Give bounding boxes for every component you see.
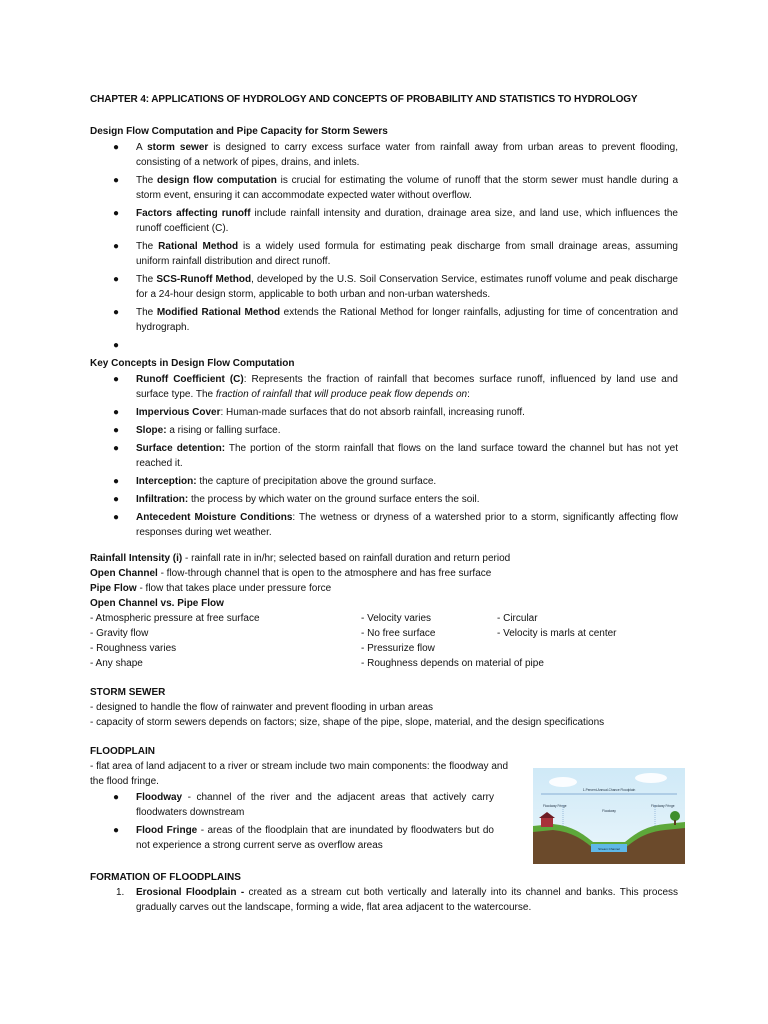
- formation-heading: FORMATION OF FLOODPLAINS: [90, 872, 241, 883]
- comparison-cell: - No free surface: [361, 628, 436, 639]
- bullet-icon: ●: [113, 494, 120, 505]
- list-item: ● Factors affecting runoff include rainfall intensity and duration, drainage area size, and land use, which influences the runoff coefficient (C).: [113, 208, 678, 234]
- house-icon: [541, 818, 553, 827]
- section-heading-design-flow: Design Flow Computation and Pipe Capacity for Storm Sewers: [90, 126, 388, 137]
- floodplain-intro: - flat area of land adjacent to a river or stream include two main components: the floodway and the flood fringe.: [90, 761, 509, 787]
- bullet-icon: ●: [113, 307, 120, 318]
- list-item: ● Slope: a rising or falling surface.: [113, 425, 281, 436]
- bullet-icon: ●: [113, 407, 120, 418]
- list-item: 1. Erosional Floodplain - created as a stream cut both vertically and laterally into its channel and banks. This process gradually carves out the landscape, forming a wide, flat area adjacent to the watercourse.: [116, 887, 679, 913]
- list-item: ● Flood Fringe - areas of the floodplain that are inundated by floodwaters but do not experience a strong current serve as overflow areas: [113, 825, 494, 851]
- bullet-icon: ●: [113, 792, 120, 803]
- comparison-cell: - Any shape: [90, 658, 143, 669]
- bullet-icon: ●: [113, 340, 120, 351]
- bullet-icon: ●: [113, 175, 120, 186]
- storm-sewer-heading: STORM SEWER: [90, 687, 166, 698]
- section-heading-key-concepts: Key Concepts in Design Flow Computation: [90, 358, 295, 369]
- comparison-column-open-channel: [90, 611, 260, 671]
- list-item: ● Impervious Cover: Human-made surfaces that do not absorb rainfall, increasing runoff.: [113, 407, 525, 418]
- comparison-cell: - Velocity varies: [361, 613, 432, 624]
- list-item: ● Infiltration: the process by which water on the ground surface enters the soil.: [113, 494, 480, 505]
- bullet-icon: ●: [113, 241, 120, 252]
- comparison-column-pipe-extra: [497, 611, 616, 641]
- bullet-icon: ●: [113, 425, 120, 436]
- list-item: ● Surface detention: The portion of the storm rainfall that flows on the land surface toward the channel but has not yet reached it.: [113, 443, 678, 469]
- cloud-icon: [635, 773, 667, 783]
- label-stream-channel: Stream Channel: [598, 847, 620, 851]
- design-flow-list: [90, 140, 678, 353]
- cloud-icon: [549, 777, 577, 787]
- floodplain-heading: FLOODPLAIN: [90, 746, 155, 757]
- tree-icon: [670, 811, 680, 821]
- comparison-cell: - Gravity flow: [90, 628, 149, 639]
- comparison-heading: Open Channel vs. Pipe Flow: [90, 598, 224, 609]
- list-item: ● Antecedent Moisture Conditions: The wetness or dryness of a watershed prior to a storm, significantly affecting flow responses during wet weather.: [113, 512, 678, 538]
- comparison-table: [90, 611, 678, 671]
- storm-sewer-line: - capacity of storm sewers depends on factors; size, shape of the pipe, slope, material, and the design specifications: [90, 717, 605, 728]
- list-item: ● Runoff Coefficient (C): Represents the fraction of rainfall that becomes surface runoff, influenced by land use and surface type. The fraction of rainfall that will produce peak flow depends on:: [113, 374, 678, 400]
- comparison-cell: - Roughness depends on material of pipe: [361, 658, 544, 669]
- definition-pipe-flow: Pipe Flow - flow that takes place under pressure force: [90, 583, 332, 594]
- storm-sewer-line: - designed to handle the flow of rainwater and prevent flooding in urban areas: [90, 702, 434, 713]
- list-item: ● Interception: the capture of precipitation above the ground surface.: [113, 476, 437, 487]
- label-floodway: Floodway: [602, 809, 616, 813]
- comparison-cell: - Pressurize flow: [361, 643, 435, 654]
- bullet-icon: ●: [113, 274, 120, 285]
- key-concepts-list: [90, 372, 678, 540]
- tree-trunk-icon: [674, 820, 676, 825]
- list-item: ● The Rational Method is a widely used formula for estimating peak discharge from small drainage areas, assuming uniform rainfall distribution and direct runoff.: [113, 241, 678, 267]
- label-left-fringe: Floodway Fringe: [543, 804, 567, 808]
- bullet-icon: ●: [113, 476, 120, 487]
- list-item: ● The SCS-Runoff Method, developed by the U.S. Soil Conservation Service, estimates runoff volume and peak discharge for a 24-hour design storm, applicable to both urban and non-urban watersheds.: [113, 274, 678, 300]
- chapter-title: CHAPTER 4: APPLICATIONS OF HYDROLOGY AND CONCEPTS OF PROBABILITY AND STATISTICS TO HYDROLOGY: [90, 94, 638, 105]
- floodplain-diagram: [533, 768, 685, 864]
- list-item: ● The Modified Rational Method extends the Rational Method for longer rainfalls, adjusting for time of concentration and hydrograph.: [113, 307, 679, 333]
- comparison-cell: - Atmospheric pressure at free surface: [90, 613, 260, 624]
- definition-open-channel: Open Channel - flow-through channel that is open to the atmosphere and has free surface: [90, 568, 492, 579]
- label-floodplain: 1-Percent-Annual-Chance Floodplain: [582, 788, 636, 792]
- label-right-fringe: Floodway Fringe: [651, 804, 675, 808]
- definition-rainfall-intensity: Rainfall Intensity (i) - rainfall rate in in/hr; selected based on rainfall duration and return period: [90, 553, 511, 564]
- bullet-icon: ●: [113, 443, 120, 454]
- bullet-icon: ●: [113, 142, 120, 153]
- formation-list: [90, 885, 678, 915]
- comparison-cell: - Circular: [497, 613, 538, 624]
- list-item: ● Floodway - channel of the river and the adjacent areas that actively carry floodwaters downstream: [113, 792, 494, 818]
- list-item: ● A storm sewer is designed to carry excess surface water from rainfall away from urban areas to prevent flooding, consisting of a network of pipes, drains, and inlets.: [113, 142, 678, 168]
- bullet-icon: ●: [113, 825, 120, 836]
- bullet-icon: ●: [113, 374, 120, 385]
- bullet-icon: ●: [113, 208, 120, 219]
- bullet-icon: ●: [113, 512, 120, 523]
- empty-list-item: [90, 338, 678, 353]
- list-item: ● The design flow computation is crucial for estimating the volume of runoff that the storm sewer must handle during a storm event, ensuring it can accommodate expected water without overflow.: [113, 175, 678, 201]
- floodplain-list: [90, 790, 494, 853]
- comparison-cell: - Roughness varies: [90, 643, 177, 654]
- comparison-cell: - Velocity is marls at center: [497, 628, 617, 639]
